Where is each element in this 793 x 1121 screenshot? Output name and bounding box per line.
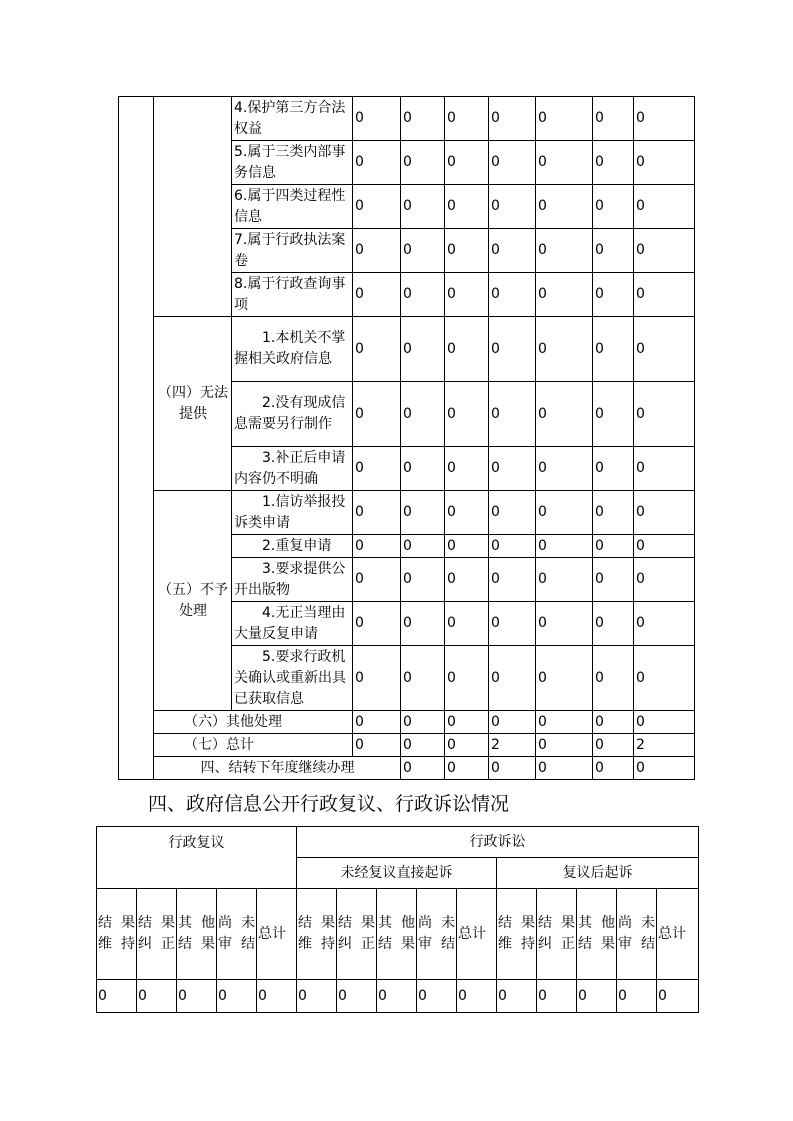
row-label: 6.属于四类过程性信息 bbox=[232, 185, 353, 229]
table-row bbox=[119, 491, 695, 535]
value-cell: 0 bbox=[401, 535, 445, 558]
value-cell: 0 bbox=[634, 447, 695, 491]
value-cell: 0 bbox=[634, 558, 695, 602]
value-cell: 0 bbox=[536, 141, 593, 185]
subheader-other-result: 其他结果 bbox=[177, 889, 217, 980]
value-cell: 0 bbox=[401, 734, 445, 757]
value-cell: 0 bbox=[489, 273, 536, 317]
value-cell: 0 bbox=[537, 980, 577, 1013]
value-cell: 0 bbox=[445, 602, 489, 646]
group-label-not-processed: （五）不予处理 bbox=[154, 491, 232, 711]
value-cell: 0 bbox=[401, 757, 445, 780]
value-cell: 0 bbox=[489, 602, 536, 646]
value-cell: 0 bbox=[217, 980, 257, 1013]
value-cell: 0 bbox=[593, 558, 634, 602]
value-cell: 0 bbox=[457, 980, 497, 1013]
subheader-total: 总计 bbox=[257, 889, 297, 980]
value-cell: 0 bbox=[489, 141, 536, 185]
value-cell: 0 bbox=[536, 558, 593, 602]
group-label-unable-to-provide: （四）无法提供 bbox=[154, 317, 232, 491]
value-cell: 0 bbox=[593, 382, 634, 447]
value-cell: 0 bbox=[353, 646, 401, 711]
value-cell: 0 bbox=[97, 980, 137, 1013]
value-cell: 0 bbox=[353, 185, 401, 229]
value-cell: 0 bbox=[489, 229, 536, 273]
value-cell: 0 bbox=[634, 317, 695, 382]
value-cell: 0 bbox=[401, 558, 445, 602]
value-cell: 0 bbox=[353, 141, 401, 185]
value-cell: 0 bbox=[445, 491, 489, 535]
value-cell: 0 bbox=[536, 185, 593, 229]
table-row bbox=[97, 827, 699, 858]
value-cell: 2 bbox=[634, 734, 695, 757]
value-cell: 0 bbox=[489, 185, 536, 229]
value-cell: 0 bbox=[445, 558, 489, 602]
row-label-other: （六）其他处理 bbox=[154, 711, 353, 734]
row-label: 5.属于三类内部事务信息 bbox=[232, 141, 353, 185]
value-cell: 0 bbox=[401, 602, 445, 646]
row-label: 3.要求提供公开出版物 bbox=[232, 558, 353, 602]
value-cell: 0 bbox=[445, 141, 489, 185]
value-cell: 0 bbox=[489, 711, 536, 734]
value-cell: 0 bbox=[377, 980, 417, 1013]
value-cell: 0 bbox=[634, 535, 695, 558]
value-cell: 0 bbox=[536, 317, 593, 382]
blank-group-cell bbox=[154, 97, 232, 317]
row-label: 8.属于行政查询事项 bbox=[232, 273, 353, 317]
value-cell: 0 bbox=[634, 141, 695, 185]
value-cell: 0 bbox=[536, 382, 593, 447]
value-cell: 0 bbox=[634, 229, 695, 273]
value-cell: 0 bbox=[353, 273, 401, 317]
table-row bbox=[97, 980, 699, 1013]
table-row bbox=[119, 97, 695, 141]
subheader-pending: 尚未审结 bbox=[617, 889, 657, 980]
value-cell: 0 bbox=[634, 185, 695, 229]
value-cell: 0 bbox=[489, 646, 536, 711]
value-cell: 0 bbox=[536, 757, 593, 780]
subheader-result-upheld: 结果维持 bbox=[97, 889, 137, 980]
value-cell: 0 bbox=[536, 711, 593, 734]
value-cell: 0 bbox=[617, 980, 657, 1013]
outer-blank-cell bbox=[119, 97, 154, 780]
value-cell: 0 bbox=[536, 97, 593, 141]
subheader-result-upheld: 结果维持 bbox=[497, 889, 537, 980]
row-label: 2.重复申请 bbox=[232, 535, 353, 558]
value-cell: 0 bbox=[536, 646, 593, 711]
value-cell: 0 bbox=[593, 317, 634, 382]
value-cell: 0 bbox=[536, 602, 593, 646]
value-cell: 0 bbox=[657, 980, 699, 1013]
value-cell: 0 bbox=[353, 558, 401, 602]
value-cell: 0 bbox=[353, 711, 401, 734]
value-cell: 0 bbox=[593, 447, 634, 491]
table-row bbox=[119, 757, 695, 780]
subheader-total: 总计 bbox=[457, 889, 497, 980]
value-cell: 0 bbox=[593, 711, 634, 734]
value-cell: 0 bbox=[401, 711, 445, 734]
value-cell: 0 bbox=[634, 97, 695, 141]
table-row bbox=[119, 317, 695, 382]
value-cell: 0 bbox=[593, 97, 634, 141]
value-cell: 0 bbox=[489, 317, 536, 382]
value-cell: 0 bbox=[445, 273, 489, 317]
value-cell: 0 bbox=[536, 229, 593, 273]
value-cell: 0 bbox=[353, 734, 401, 757]
table-row bbox=[119, 711, 695, 734]
value-cell: 0 bbox=[401, 97, 445, 141]
value-cell: 0 bbox=[634, 646, 695, 711]
application-outcome-table bbox=[118, 96, 695, 780]
row-label: 1.信访举报投诉类申请 bbox=[232, 491, 353, 535]
value-cell: 0 bbox=[353, 491, 401, 535]
value-cell: 0 bbox=[593, 491, 634, 535]
value-cell: 0 bbox=[489, 97, 536, 141]
value-cell: 0 bbox=[593, 646, 634, 711]
value-cell: 0 bbox=[401, 646, 445, 711]
value-cell: 0 bbox=[634, 491, 695, 535]
value-cell: 0 bbox=[489, 535, 536, 558]
row-label: 4.无正当理由大量反复申请 bbox=[232, 602, 353, 646]
value-cell: 0 bbox=[634, 382, 695, 447]
subheader-result-upheld: 结果维持 bbox=[297, 889, 337, 980]
subheader-pending: 尚未审结 bbox=[417, 889, 457, 980]
value-cell: 0 bbox=[445, 646, 489, 711]
value-cell: 0 bbox=[353, 97, 401, 141]
value-cell: 0 bbox=[634, 602, 695, 646]
value-cell: 0 bbox=[445, 382, 489, 447]
value-cell: 0 bbox=[593, 757, 634, 780]
subheader-other-result: 其他结果 bbox=[377, 889, 417, 980]
value-cell: 0 bbox=[401, 229, 445, 273]
value-cell: 0 bbox=[593, 734, 634, 757]
header-admin-review: 行政复议 bbox=[97, 827, 297, 889]
value-cell: 0 bbox=[353, 229, 401, 273]
value-cell: 2 bbox=[489, 734, 536, 757]
row-label: 3.补正后申请内容仍不明确 bbox=[232, 447, 353, 491]
value-cell: 0 bbox=[401, 141, 445, 185]
value-cell: 0 bbox=[489, 491, 536, 535]
row-label: 5.要求行政机关确认或重新出具已获取信息 bbox=[232, 646, 353, 711]
value-cell: 0 bbox=[536, 447, 593, 491]
value-cell: 0 bbox=[445, 757, 489, 780]
value-cell: 0 bbox=[593, 273, 634, 317]
subheader-pending: 尚未审结 bbox=[217, 889, 257, 980]
value-cell: 0 bbox=[634, 273, 695, 317]
value-cell: 0 bbox=[445, 734, 489, 757]
value-cell: 0 bbox=[593, 185, 634, 229]
value-cell: 0 bbox=[536, 535, 593, 558]
value-cell: 0 bbox=[497, 980, 537, 1013]
value-cell: 0 bbox=[489, 447, 536, 491]
table-row bbox=[119, 734, 695, 757]
header-admin-litigation: 行政诉讼 bbox=[297, 827, 699, 858]
value-cell: 0 bbox=[445, 185, 489, 229]
row-label: 1.本机关不掌握相关政府信息 bbox=[232, 317, 353, 382]
value-cell: 0 bbox=[634, 757, 695, 780]
value-cell: 0 bbox=[401, 491, 445, 535]
value-cell: 0 bbox=[297, 980, 337, 1013]
value-cell: 0 bbox=[445, 711, 489, 734]
value-cell: 0 bbox=[489, 558, 536, 602]
value-cell: 0 bbox=[353, 382, 401, 447]
value-cell: 0 bbox=[536, 273, 593, 317]
review-litigation-table bbox=[96, 826, 699, 1013]
value-cell: 0 bbox=[536, 734, 593, 757]
row-label-carry-over: 四、结转下年度继续办理 bbox=[154, 757, 401, 780]
value-cell: 0 bbox=[593, 141, 634, 185]
value-cell: 0 bbox=[353, 602, 401, 646]
value-cell: 0 bbox=[337, 980, 377, 1013]
header-suit-after-review: 复议后起诉 bbox=[497, 858, 699, 889]
value-cell: 0 bbox=[593, 602, 634, 646]
row-label: 7.属于行政执法案卷 bbox=[232, 229, 353, 273]
value-cell: 0 bbox=[445, 97, 489, 141]
value-cell: 0 bbox=[445, 229, 489, 273]
value-cell: 0 bbox=[445, 447, 489, 491]
value-cell: 0 bbox=[401, 447, 445, 491]
row-label: 4.保护第三方合法权益 bbox=[232, 97, 353, 141]
value-cell: 0 bbox=[593, 535, 634, 558]
subheader-result-corrected: 结果纠正 bbox=[337, 889, 377, 980]
row-label-total: （七）总计 bbox=[154, 734, 353, 757]
value-cell: 0 bbox=[401, 317, 445, 382]
value-cell: 0 bbox=[536, 491, 593, 535]
value-cell: 0 bbox=[634, 711, 695, 734]
value-cell: 0 bbox=[177, 980, 217, 1013]
header-direct-suit: 未经复议直接起诉 bbox=[297, 858, 497, 889]
section-heading: 四、政府信息公开行政复议、行政诉讼情况 bbox=[148, 793, 510, 815]
value-cell: 0 bbox=[257, 980, 297, 1013]
value-cell: 0 bbox=[401, 185, 445, 229]
value-cell: 0 bbox=[489, 382, 536, 447]
value-cell: 0 bbox=[401, 382, 445, 447]
subheader-other-result: 其他结果 bbox=[577, 889, 617, 980]
value-cell: 0 bbox=[445, 317, 489, 382]
subheader-total: 总计 bbox=[657, 889, 699, 980]
subheader-result-corrected: 结果纠正 bbox=[537, 889, 577, 980]
value-cell: 0 bbox=[489, 757, 536, 780]
value-cell: 0 bbox=[401, 273, 445, 317]
value-cell: 0 bbox=[445, 535, 489, 558]
subheader-result-corrected: 结果纠正 bbox=[137, 889, 177, 980]
value-cell: 0 bbox=[137, 980, 177, 1013]
value-cell: 0 bbox=[593, 229, 634, 273]
table-row bbox=[97, 889, 699, 980]
value-cell: 0 bbox=[417, 980, 457, 1013]
value-cell: 0 bbox=[353, 447, 401, 491]
value-cell: 0 bbox=[353, 317, 401, 382]
value-cell: 0 bbox=[353, 535, 401, 558]
row-label: 2.没有现成信息需要另行制作 bbox=[232, 382, 353, 447]
value-cell: 0 bbox=[577, 980, 617, 1013]
